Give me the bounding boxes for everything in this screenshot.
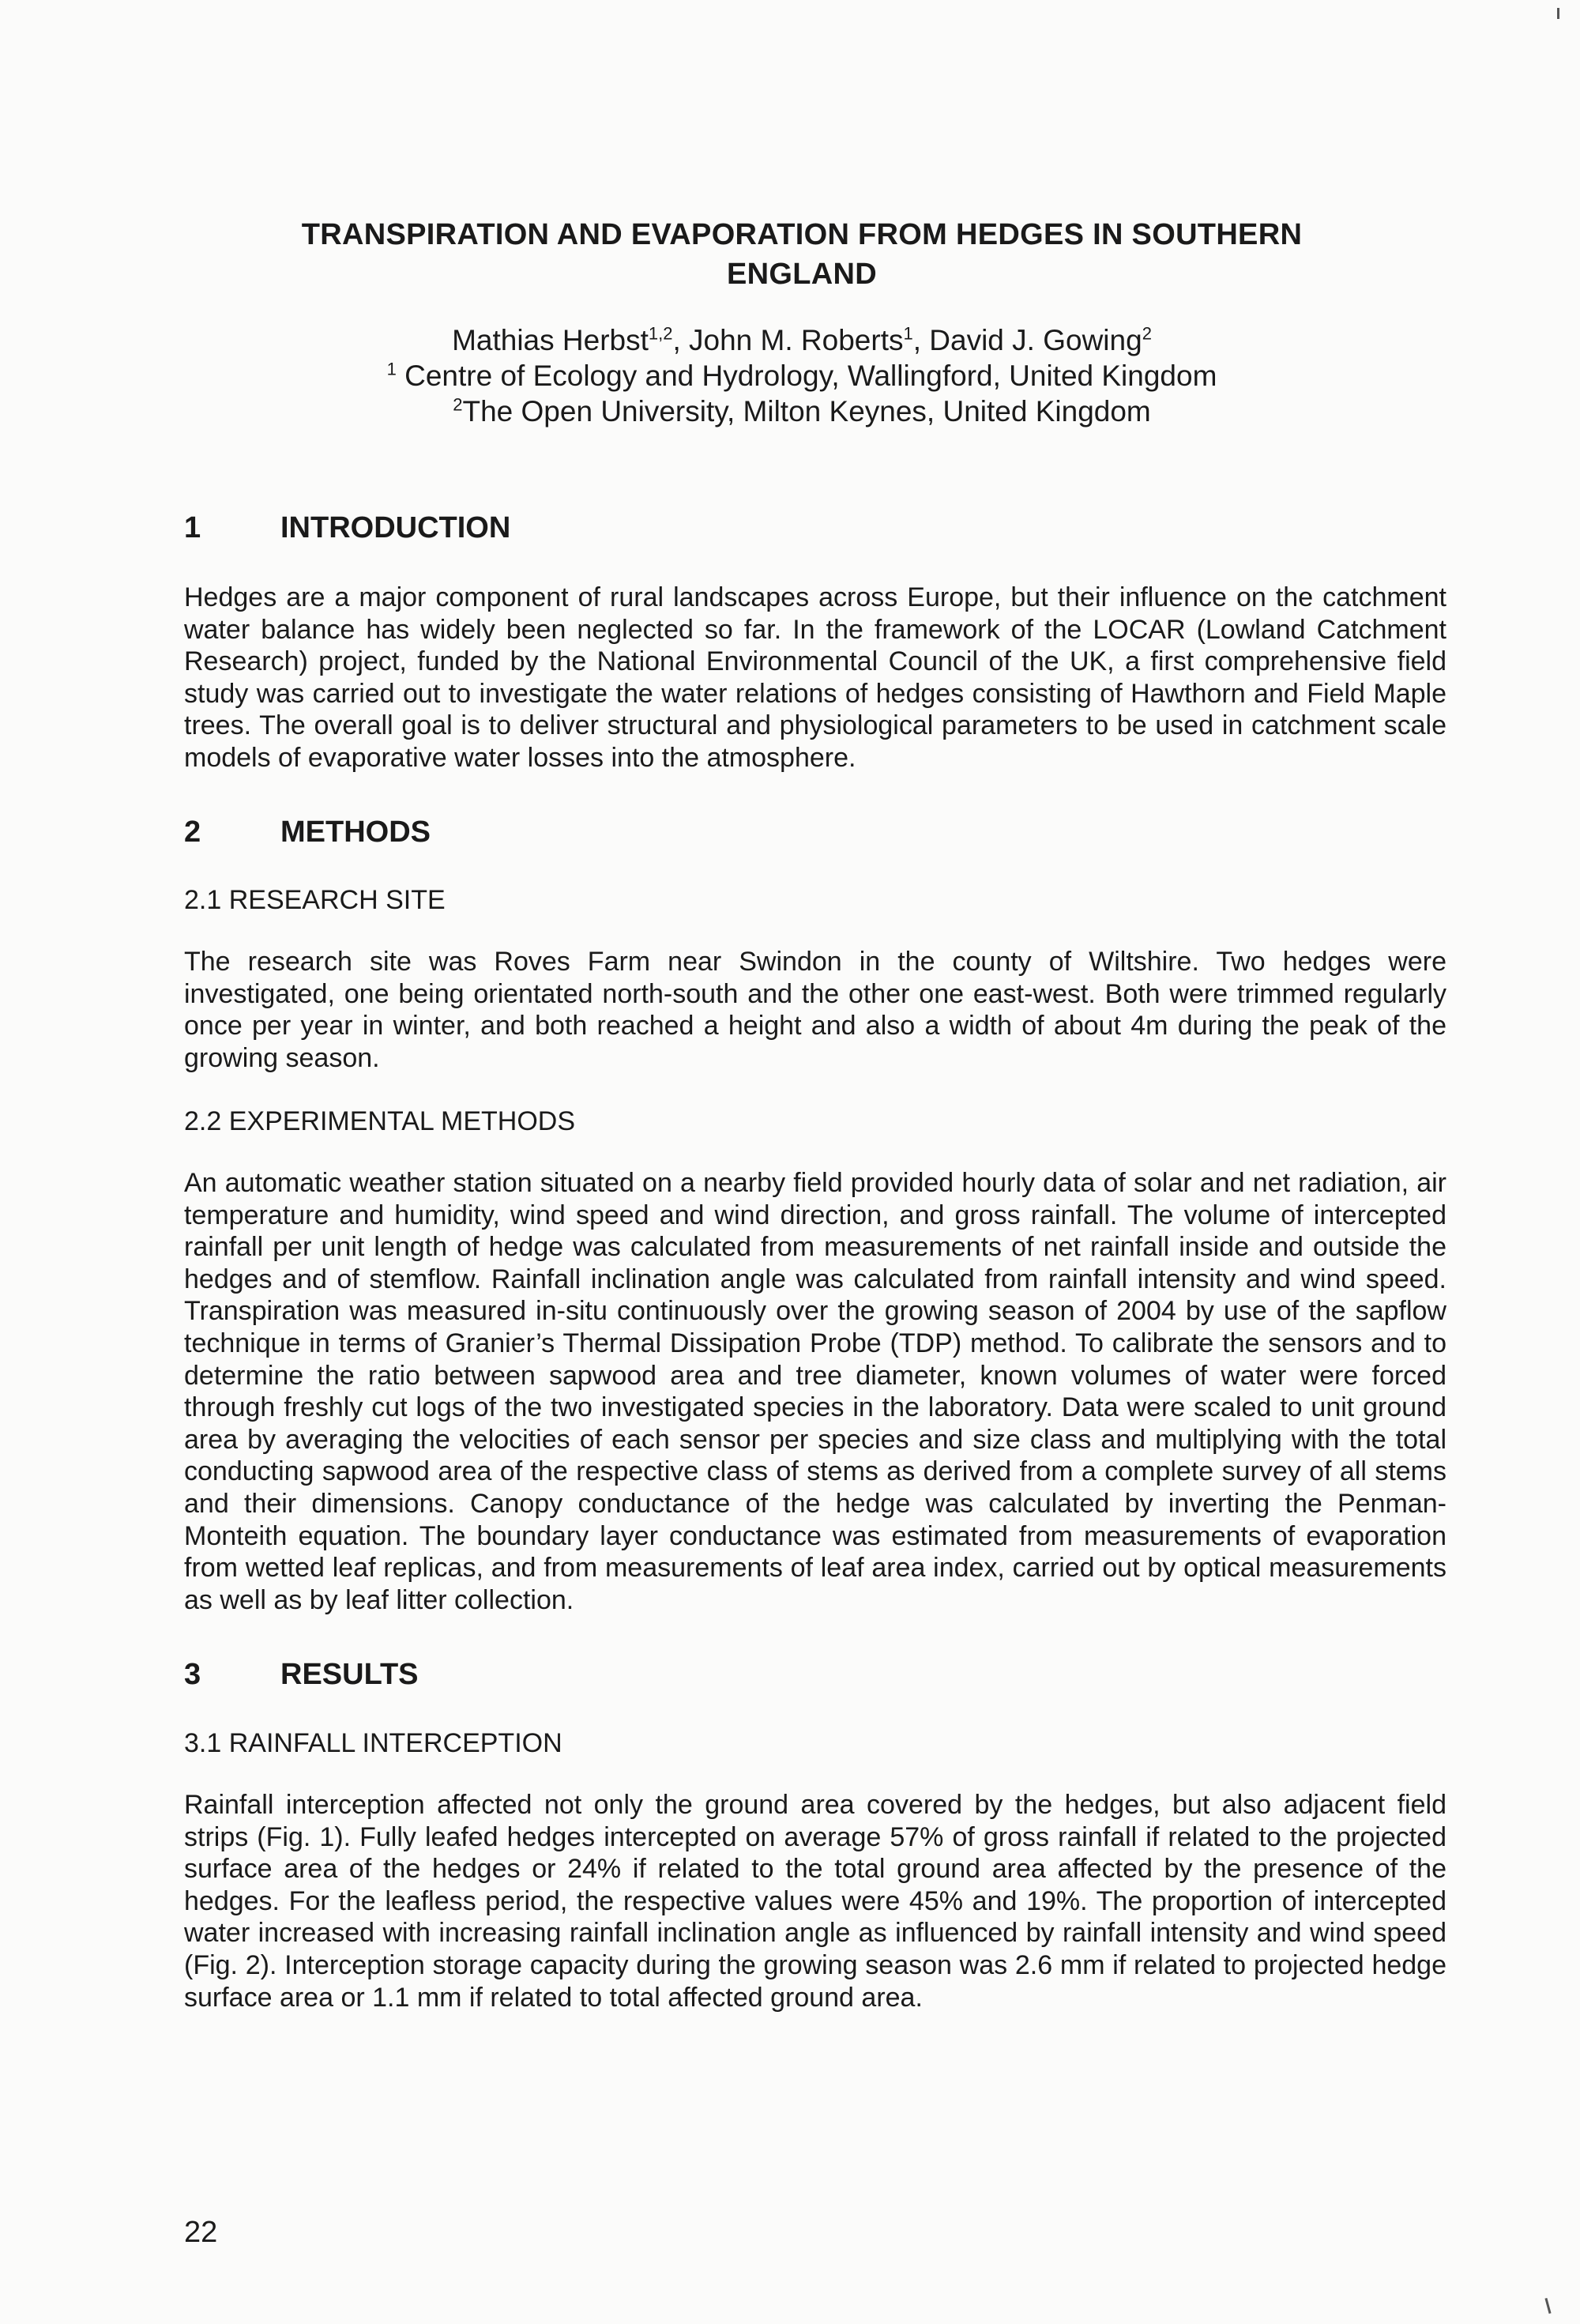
rainfall-interception-paragraph: Rainfall interception affected not only the ground area covered by the hedges, but also adjacent field strips (Fig. 1). Fully leafed hedges intercepted on average 57% of gross rainfall if related to the projected surface area of the hedges or 24% if related to the total ground area affected by the presence of the hedges. For the leafless period, the respective values were 45% and 19%. The proportion of intercepted water increased with increasing rainfall inclination angle as influenced by rainfall intensity and wind speed (Fig. 2). Interception storage capacity during the growing season was 2.6 mm if related to projected hedge surface area or 1.1 mm if related to total affected ground area.	[184, 1790, 1446, 2013]
author-line	[229, 322, 1375, 358]
subsection-3-1-heading: 3.1 RAINFALL INTERCEPTION	[184, 1728, 562, 1758]
section-3-heading	[184, 1657, 419, 1692]
author-1: Mathias Herbst	[452, 324, 649, 356]
section-1-title: INTRODUCTION	[280, 511, 511, 544]
affiliation-2-mark: 2	[453, 394, 463, 415]
title-line-1: TRANSPIRATION AND EVAPORATION FROM HEDGES IN SOUTHERN	[301, 218, 1303, 251]
section-2-heading	[184, 815, 431, 849]
subsection-2-1-heading: 2.1 RESEARCH SITE	[184, 885, 446, 915]
page-number: 22	[184, 2216, 218, 2249]
title-line-2: ENGLAND	[727, 258, 877, 291]
introduction-paragraph: Hedges are a major component of rural landscapes across Europe, but their influence on the catchment water balance has widely been neglected so far. In the framework of the LOCAR (Lowland Catchment Research) project, funded by the National Environmental Council of the UK, a first comprehensive field study was carried out to investigate the water relations of hedges consisting of Hawthorn and Field Maple trees. The overall goal is to deliver structural and physiological parameters to be used in catchment scale models of evaporative water losses into the atmosphere.	[184, 582, 1446, 773]
author-3-affil: 2	[1142, 323, 1152, 344]
author-block	[229, 322, 1375, 429]
section-3-number: 3	[184, 1658, 201, 1691]
research-site-paragraph: The research site was Roves Farm near Swindon in the county of Wiltshire. Two hedges were investigated, one being orientated north-south and the other one east-west. Both were trimmed regularly once per year in winter, and both reached a height and also a width of about 4m during the peak of the growing season.	[184, 947, 1446, 1073]
affiliation-1-mark: 1	[386, 359, 397, 379]
paper-title	[229, 215, 1375, 294]
scan-speck	[1544, 2298, 1551, 2314]
affiliation-1	[229, 358, 1375, 394]
affiliation-2	[229, 394, 1375, 429]
section-2-number: 2	[184, 815, 201, 849]
author-1-affil: 1,2	[648, 323, 673, 344]
experimental-methods-paragraph: An automatic weather station situated on a nearby field provided hourly data of solar and net radiation, air temperature and humidity, wind speed and wind direction, and gross rainfall. The volume of intercepted rainfall per unit length of hedge was calculated from measurements of net rainfall inside and outside the hedges and of stemflow. Rainfall inclination angle was calculated from rainfall intensity and wind speed. Transpiration was measured in-situ continuously over the growing season of 2004 by use of the sapflow technique in terms of Granier’s Thermal Dissipation Probe (TDP) method. To calibrate the sensors and to determine the ratio between sapwood area and tree diameter, known volumes of water were forced through freshly cut logs of the two investigated species in the laboratory. Data were scaled to unit ground area by averaging the velocities of each sensor per species and size class and multiplying with the total conducting sapwood area of the respective class of stems as derived from a complete survey of all stems and their dimensions. Canopy conductance of the hedge was calculated by inverting the Penman-Monteith equation. The boundary layer conductance was estimated from measurements of evaporation from wetted leaf replicas, and from measurements of leaf area index, carried out by optical measurements as well as by leaf litter collection.	[184, 1168, 1446, 1615]
affiliation-1-text: Centre of Ecology and Hydrology, Wallingford, United Kingdom	[396, 360, 1217, 392]
subsection-2-2-heading: 2.2 EXPERIMENTAL METHODS	[184, 1106, 575, 1136]
section-1-heading	[184, 510, 510, 545]
affiliation-2-text: The Open University, Milton Keynes, United Kingdom	[462, 395, 1151, 428]
section-2-title: METHODS	[280, 815, 431, 849]
scan-speck	[1557, 8, 1559, 19]
section-1-number: 1	[184, 511, 201, 544]
author-3: , David J. Gowing	[912, 324, 1142, 356]
author-2: , John M. Roberts	[672, 324, 904, 356]
author-2-affil: 1	[903, 323, 913, 344]
section-3-title: RESULTS	[280, 1658, 419, 1691]
